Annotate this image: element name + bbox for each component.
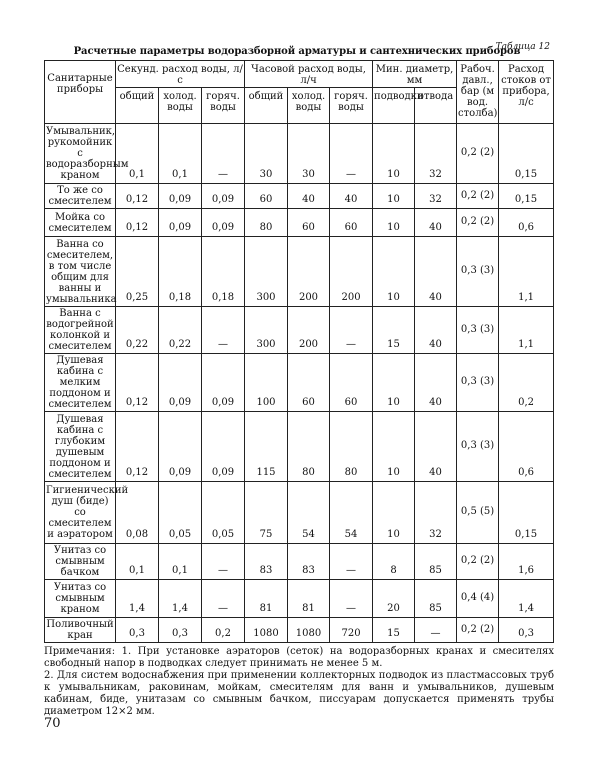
hr-cold-cell: 80	[288, 412, 330, 482]
pressure-cell: 0,4 (4)	[457, 580, 499, 618]
sec-hot-cell: 0,09	[202, 209, 245, 237]
sec-cold-cell: 0,3	[159, 618, 202, 643]
hr-cold-cell: 1080	[288, 618, 330, 643]
pressure-cell: 0,2 (2)	[457, 209, 499, 237]
hr-cold-cell: 81	[288, 580, 330, 618]
table-row	[45, 184, 554, 209]
d-inlet-cell: 10	[373, 482, 415, 544]
hr-hot-cell: —	[330, 307, 373, 354]
drain-cell: 1,6	[499, 544, 554, 580]
sec-hot-cell: 0,2	[202, 618, 245, 643]
drain-cell: 1,4	[499, 580, 554, 618]
table-row	[45, 412, 554, 482]
header-sec-cold: холод. воды	[159, 88, 202, 124]
drain-cell: 0,3	[499, 618, 554, 643]
hr-hot-cell: —	[330, 544, 373, 580]
drain-cell: 0,2	[499, 354, 554, 412]
d-outlet-cell: 85	[415, 580, 457, 618]
fixture-name-cell: Мойка со смесителем	[45, 209, 116, 237]
fixture-name-cell: Душевая кабина с глубоким душевым поддоном и смесителем	[45, 412, 116, 482]
hr-total-cell: 75	[245, 482, 288, 544]
d-outlet-cell: 40	[415, 307, 457, 354]
sec-cold-cell: 0,09	[159, 354, 202, 412]
sec-total-cell: 0,08	[116, 482, 159, 544]
sec-hot-cell: 0,18	[202, 237, 245, 307]
hr-cold-cell: 200	[288, 307, 330, 354]
hr-total-cell: 115	[245, 412, 288, 482]
header-min-diameter: Мин. диаметр, мм	[373, 61, 457, 88]
sec-total-cell: 0,25	[116, 237, 159, 307]
sec-cold-cell: 0,09	[159, 209, 202, 237]
sec-total-cell: 0,1	[116, 124, 159, 184]
fixture-name-cell: Гигиенический душ (биде) со смесителем и аэратором	[45, 482, 116, 544]
hr-hot-cell: —	[330, 580, 373, 618]
header-sec-total: общий	[116, 88, 159, 124]
hr-cold-cell: 30	[288, 124, 330, 184]
sec-total-cell: 0,12	[116, 184, 159, 209]
sec-hot-cell: —	[202, 544, 245, 580]
table-row	[45, 544, 554, 580]
sec-hot-cell: 0,09	[202, 412, 245, 482]
drain-cell: 0,6	[499, 209, 554, 237]
table-row	[45, 354, 554, 412]
pressure-cell: 0,2 (2)	[457, 618, 499, 643]
hr-hot-cell: 60	[330, 209, 373, 237]
hr-total-cell: 81	[245, 580, 288, 618]
drain-cell: 1,1	[499, 307, 554, 354]
table-row	[45, 580, 554, 618]
note-1: Примечания: 1. При установке аэраторов (сеток) на водоразборных кранах и смесителях свободный напор в подводках следует принимать не менее 5 м.	[44, 646, 554, 669]
sec-total-cell: 0,12	[116, 412, 159, 482]
hr-cold-cell: 60	[288, 209, 330, 237]
drain-cell: 1,1	[499, 237, 554, 307]
sec-cold-cell: 0,1	[159, 544, 202, 580]
drain-cell: 0,15	[499, 184, 554, 209]
pressure-cell: 0,3 (3)	[457, 237, 499, 307]
table-row	[45, 209, 554, 237]
sec-total-cell: 0,12	[116, 209, 159, 237]
drain-cell: 0,15	[499, 482, 554, 544]
sec-cold-cell: 1,4	[159, 580, 202, 618]
d-outlet-cell: 40	[415, 412, 457, 482]
header-hr-cold: холод. воды	[288, 88, 330, 124]
hr-total-cell: 60	[245, 184, 288, 209]
header-pressure: Рабоч. давл., бар (м вод. столба)	[457, 61, 499, 124]
fixture-name-cell: Унитаз со смывным бачком	[45, 544, 116, 580]
sec-cold-cell: 0,1	[159, 124, 202, 184]
d-outlet-cell: —	[415, 618, 457, 643]
sec-cold-cell: 0,09	[159, 184, 202, 209]
header-hr-hot: горяч. воды	[330, 88, 373, 124]
sec-total-cell: 1,4	[116, 580, 159, 618]
hr-hot-cell: 200	[330, 237, 373, 307]
hr-total-cell: 1080	[245, 618, 288, 643]
sec-hot-cell: 0,05	[202, 482, 245, 544]
pressure-cell: 0,3 (3)	[457, 354, 499, 412]
d-inlet-cell: 15	[373, 307, 415, 354]
pressure-cell: 0,2 (2)	[457, 544, 499, 580]
fixture-name-cell: То же со смесителем	[45, 184, 116, 209]
fixture-name-cell: Ванна с водогрейной колонкой и смесителем	[46, 308, 114, 352]
d-outlet-cell: 32	[415, 482, 457, 544]
note-2: 2. Для систем водоснабжения при применении коллекторных подводок из пластмассовых труб к умывальникам, раковинам, мойкам, смесителям для ванн и умывальников, душевым кабинам, биде, унитазам со смывным бачком, писсуарам допускается применять трубы диаметром 12×2 мм.	[44, 670, 554, 717]
sec-total-cell: 0,12	[116, 354, 159, 412]
hr-hot-cell: 60	[330, 354, 373, 412]
table-row	[45, 482, 554, 544]
drain-cell: 0,6	[499, 412, 554, 482]
hr-total-cell: 300	[245, 237, 288, 307]
sec-total-cell: 0,3	[116, 618, 159, 643]
d-inlet-cell: 10	[373, 209, 415, 237]
hr-cold-cell: 200	[288, 237, 330, 307]
pressure-cell: 0,5 (5)	[457, 482, 499, 544]
sec-cold-cell: 0,22	[159, 307, 202, 354]
header-outlet: отвода	[415, 88, 457, 124]
sec-cold-cell: 0,09	[159, 412, 202, 482]
sec-hot-cell: 0,09	[202, 354, 245, 412]
header-hr-total: общий	[245, 88, 288, 124]
table-caption: Расчетные параметры водоразборной арматуры и сантехнических приборов	[73, 46, 521, 57]
hr-total-cell: 100	[245, 354, 288, 412]
table-notes	[44, 646, 554, 718]
d-inlet-cell: 10	[373, 124, 415, 184]
d-outlet-cell: 32	[415, 184, 457, 209]
hr-hot-cell: 54	[330, 482, 373, 544]
d-inlet-cell: 10	[373, 354, 415, 412]
d-outlet-cell: 40	[415, 237, 457, 307]
header-inlet: подводки	[373, 88, 415, 124]
d-outlet-cell: 40	[415, 354, 457, 412]
hr-hot-cell: 40	[330, 184, 373, 209]
hr-hot-cell: —	[330, 124, 373, 184]
fixture-name-cell: Унитаз со смывным краном	[45, 580, 116, 618]
sec-cold-cell: 0,18	[159, 237, 202, 307]
header-sec-hot: горяч. воды	[202, 88, 245, 124]
hr-cold-cell: 54	[288, 482, 330, 544]
hr-cold-cell: 40	[288, 184, 330, 209]
table-row	[45, 124, 554, 184]
fixture-name-cell: Ванна со смесителем, в том числе общим для ванны и умывальника	[46, 238, 117, 305]
d-outlet-cell: 85	[415, 544, 457, 580]
pressure-cell: 0,3 (3)	[457, 307, 499, 354]
sec-hot-cell: 0,09	[202, 184, 245, 209]
sec-cold-cell: 0,05	[159, 482, 202, 544]
sec-hot-cell: —	[202, 124, 245, 184]
d-inlet-cell: 10	[373, 237, 415, 307]
fixtures-parameters-table	[44, 60, 554, 643]
table-row	[45, 618, 554, 643]
hr-cold-cell: 60	[288, 354, 330, 412]
hr-hot-cell: 720	[330, 618, 373, 643]
fixture-name-cell: Поливочный кран	[46, 619, 114, 641]
header-second-flow: Секунд. расход воды, л/с	[116, 61, 245, 88]
hr-total-cell: 83	[245, 544, 288, 580]
header-drain: Расход стоков от прибора, л/с	[499, 61, 554, 124]
fixture-name-cell: Умывальник, рукомойник с водоразборным краном	[45, 124, 116, 184]
sec-total-cell: 0,1	[116, 544, 159, 580]
pressure-cell: 0,2 (2)	[457, 184, 499, 209]
pressure-cell: 0,3 (3)	[457, 412, 499, 482]
table-row	[45, 307, 554, 354]
pressure-cell: 0,2 (2)	[457, 124, 499, 184]
header-hourly-flow: Часовой расход воды, л/ч	[245, 61, 373, 88]
d-inlet-cell: 8	[373, 544, 415, 580]
hr-total-cell: 80	[245, 209, 288, 237]
header-fixture: Санитарные приборы	[45, 61, 116, 124]
table-row	[45, 237, 554, 307]
d-outlet-cell: 40	[415, 209, 457, 237]
drain-cell: 0,15	[499, 124, 554, 184]
table-body	[45, 124, 554, 643]
sec-total-cell: 0,22	[116, 307, 159, 354]
d-outlet-cell: 32	[415, 124, 457, 184]
sec-hot-cell: —	[202, 580, 245, 618]
fixture-name-cell: Душевая кабина с мелким поддоном и смесителем	[45, 354, 116, 412]
hr-total-cell: 30	[245, 124, 288, 184]
d-inlet-cell: 10	[373, 412, 415, 482]
d-inlet-cell: 10	[373, 184, 415, 209]
d-inlet-cell: 20	[373, 580, 415, 618]
table-number-label: Таблица 12	[495, 42, 550, 52]
page-number: 70	[44, 716, 61, 731]
d-inlet-cell: 15	[373, 618, 415, 643]
hr-hot-cell: 80	[330, 412, 373, 482]
hr-cold-cell: 83	[288, 544, 330, 580]
sec-hot-cell: —	[202, 307, 245, 354]
hr-total-cell: 300	[245, 307, 288, 354]
